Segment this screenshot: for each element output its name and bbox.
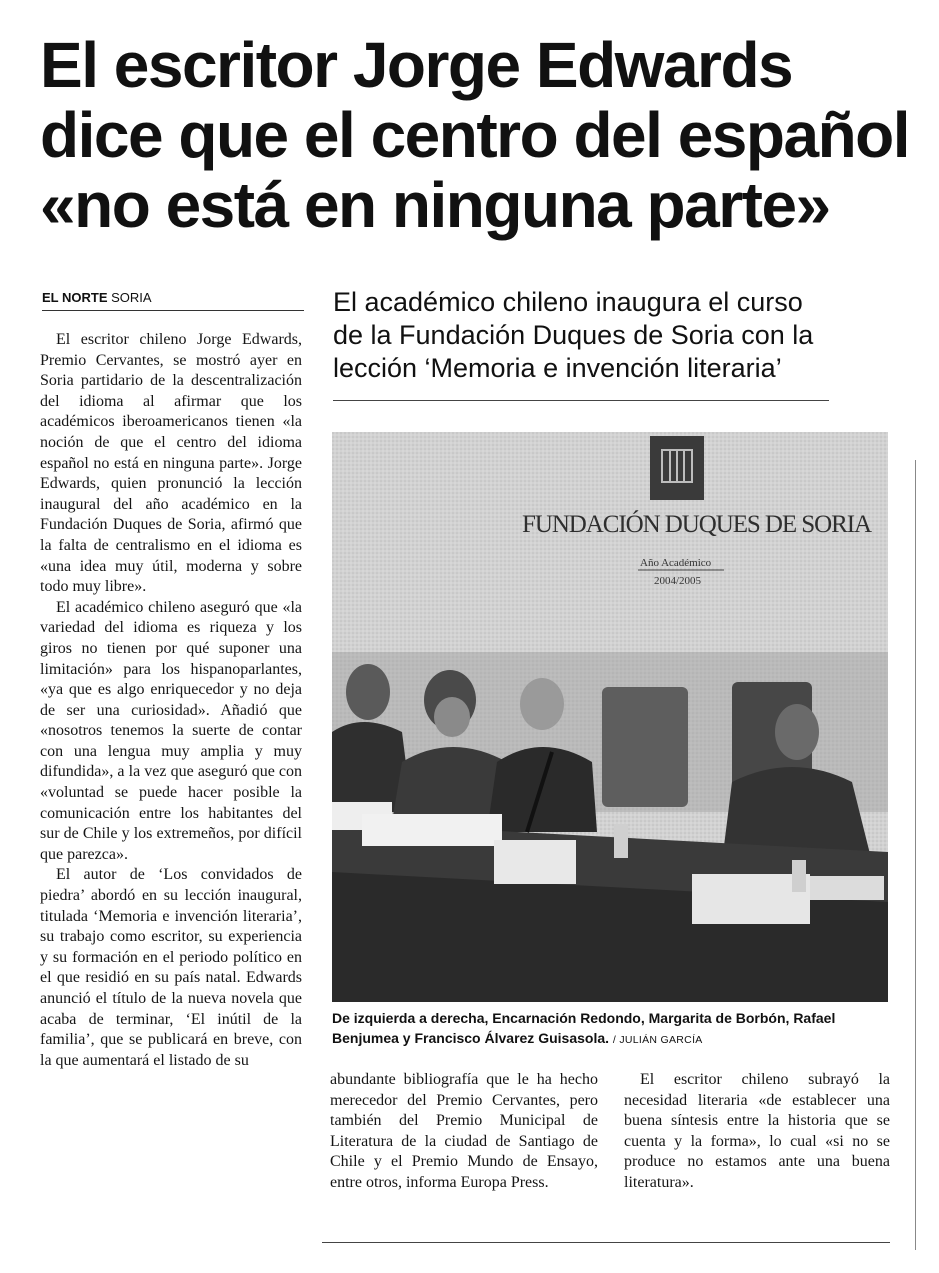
body-paragraph: El académico chileno aseguró que «la variedad del idioma es riqueza y los giros no tienen por qué suponer una limitación» para los hispanoparlantes, «ya que es algo enriquecedor y no deja de ser una curiosidad». Añadió que «nosotros tenemos la suerte de contar con una lengua muy amplia y muy difundida», a la vez que aseguró que con «voluntad se puede hacer posible la comunicación entre los habitantes del sur de Chile y los extremeños, por difícil que parezca». — [40, 598, 302, 863]
name-card — [494, 840, 576, 884]
papers — [362, 814, 502, 846]
byline-publication: EL NORTE — [42, 290, 108, 305]
body-paragraph: abundante bibliografía que le ha hecho merecedor del Premio Cervantes, pero también del Premio Municipal de Literatura de la ciudad de Santiago de Chile y el Premio Mundo de Ensayo, entre otros, informa Europa Press. — [330, 1071, 598, 1191]
subheadline — [333, 286, 893, 385]
article-column-1 — [40, 330, 302, 1071]
article-column-2 — [330, 1070, 598, 1194]
caption-text: De izquierda a derecha, Encarnación Redondo, Margarita de Borbón, Rafael Benjumea y Francisco Álvarez Guisasola. — [332, 1010, 836, 1046]
subheadline-rule — [333, 400, 829, 401]
chair-back — [602, 687, 688, 807]
foundation-banner-text: FUNDACIÓN DUQUES DE SORIA — [522, 511, 872, 538]
headline — [40, 30, 920, 240]
bottom-rule — [322, 1242, 890, 1243]
subheadline-line-2: de la Fundación Duques de Soria con la — [333, 320, 814, 350]
photo-illustration — [332, 432, 888, 1002]
headline-line-1: El escritor Jorge Edwards — [40, 29, 793, 101]
byline-location: SORIA — [111, 290, 152, 305]
academic-year: 2004/2005 — [654, 575, 702, 587]
water-bottle — [614, 824, 628, 858]
photo-credit: / JULIÁN GARCÍA — [612, 1034, 703, 1046]
right-rule — [915, 460, 916, 1250]
headline-line-3: «no está en ninguna parte» — [40, 169, 830, 241]
subheadline-line-1: El académico chileno inaugura el curso — [333, 287, 803, 317]
water-bottle — [792, 860, 806, 892]
body-paragraph: El autor de ‘Los convidados de piedra’ abordó en su lección inaugural, titulada ‘Memoria e invención literaria’, su trabajo como escritor, su experiencia y su formación en el periodo político en el que residió en su país natal. Edwards anunció el título de la nueva novela que acaba de terminar, ‘El inútil de la familia’, que se publicará en breve, con la que aumentará el listado de su — [40, 866, 302, 1069]
byline — [42, 290, 304, 311]
academic-year-label: Año Académico — [640, 557, 712, 569]
photo-caption — [332, 1008, 892, 1050]
news-photo — [332, 432, 888, 1002]
body-paragraph: El escritor chileno Jorge Edwards, Premio Cervantes, se mostró ayer en Soria partidario de la descentralización del idioma al afirmar que los académicos iberoamericanos tienen «la noción de que el centro del idioma español no está en ninguna parte». Jorge Edwards, quien pronunció la lección inaugural del año académico en la Fundación Duques de Soria, afirmó que la falta de centralismo en el idioma es «una idea muy útil, moderna y sobre todo muy libre». — [40, 331, 302, 596]
article-column-3 — [624, 1070, 890, 1194]
subheadline-line-3: lección ‘Memoria e invención literaria’ — [333, 353, 782, 383]
headline-line-2: dice que el centro del español — [40, 99, 910, 171]
body-paragraph: El escritor chileno subrayó la necesidad literaria «de establecer una buena síntesis entre la historia que se cuenta y la forma», lo cual «si no se produce no estamos ante una buena literatura». — [624, 1071, 890, 1191]
